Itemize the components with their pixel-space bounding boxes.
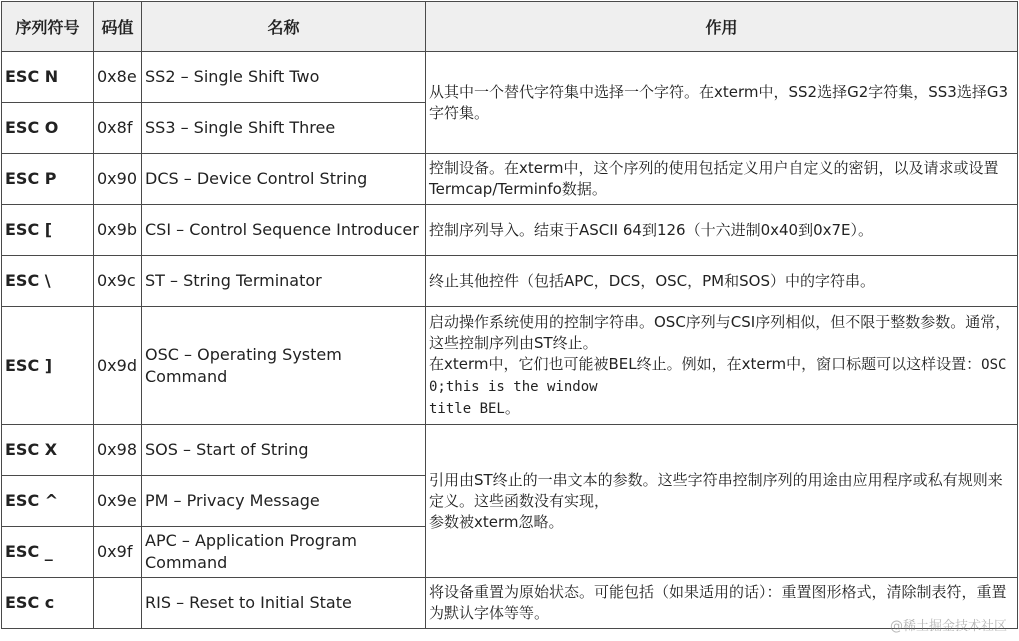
osc-end: 。 <box>504 398 520 417</box>
seq-cell: ESC O <box>2 103 94 154</box>
seq-cell: ESC N <box>2 52 94 103</box>
name-cell: SS3 – Single Shift Three <box>142 103 426 154</box>
header-code: 码值 <box>94 2 142 52</box>
header-use: 作用 <box>426 2 1018 52</box>
osc-text-2: 在xterm中，它们也可能被BEL终止。例如，在xterm中，窗口标题可以这样设置： <box>429 354 982 373</box>
sos-text-1: 引用由ST终止的一串文本的参数。这些字符串控制序列的用途由应用程序或私有规则来定义。这些函数没有实现， <box>429 470 1003 510</box>
header-row <box>2 2 1018 52</box>
use-cell-st: 终止其他控件（包括APC，DCS，OSC，PM和SOS）中的字符串。 <box>426 256 1018 307</box>
code-cell: 0x90 <box>94 154 142 205</box>
table-row <box>2 52 1018 103</box>
sos-text-2: 参数被xterm忽略。 <box>429 512 564 531</box>
code-cell: 0x8e <box>94 52 142 103</box>
table-row <box>2 578 1018 629</box>
table-row <box>2 154 1018 205</box>
code-cell: 0x9b <box>94 205 142 256</box>
table-row <box>2 307 1018 425</box>
name-cell: PM – Privacy Message <box>142 476 426 527</box>
name-cell: SS2 – Single Shift Two <box>142 52 426 103</box>
use-cell-ris: 将设备重置为原始状态。可能包括（如果适用的话）：重置图形格式，清除制表符，重置为默认字体等等。 <box>426 578 1018 629</box>
header-seq: 序列符号 <box>2 2 94 52</box>
table-row <box>2 205 1018 256</box>
seq-cell: ESC \ <box>2 256 94 307</box>
seq-cell: ESC ^ <box>2 476 94 527</box>
watermark: @稀土掘金技术社区 <box>889 619 1007 634</box>
seq-cell: ESC [ <box>2 205 94 256</box>
name-cell: RIS – Reset to Initial State <box>142 578 426 629</box>
code-cell: 0x98 <box>94 425 142 476</box>
use-cell-csi: 控制序列导入。结束于ASCII 64到126（十六进制0x40到0x7E）。 <box>426 205 1018 256</box>
table-row <box>2 425 1018 476</box>
name-cell: APC – Application Program Command <box>142 527 426 578</box>
osc-code-b: title BEL <box>429 400 505 417</box>
osc-code-a: OSC 0;this is the window <box>429 356 1007 395</box>
seq-cell: ESC P <box>2 154 94 205</box>
use-cell-sos <box>426 425 1018 578</box>
name-cell: DCS – Device Control String <box>142 154 426 205</box>
code-cell: 0x9d <box>94 307 142 425</box>
table-row <box>2 256 1018 307</box>
use-cell-osc <box>426 307 1018 425</box>
use-cell-dcs: 控制设备。在xterm中，这个序列的使用包括定义用户自定义的密钥，以及请求或设置Termcap/Terminfo数据。 <box>426 154 1018 205</box>
use-cell-ss: 从其中一个替代字符集中选择一个字符。在xterm中，SS2选择G2字符集，SS3选择G3字符集。 <box>426 52 1018 154</box>
name-cell: CSI – Control Sequence Introducer <box>142 205 426 256</box>
name-cell: ST – String Terminator <box>142 256 426 307</box>
escape-sequence-table <box>1 1 1018 629</box>
code-cell: 0x9e <box>94 476 142 527</box>
seq-cell: ESC c <box>2 578 94 629</box>
code-cell: 0x8f <box>94 103 142 154</box>
code-cell: 0x9c <box>94 256 142 307</box>
seq-cell: ESC X <box>2 425 94 476</box>
seq-cell: ESC _ <box>2 527 94 578</box>
name-cell: OSC – Operating System Command <box>142 307 426 425</box>
seq-cell: ESC ] <box>2 307 94 425</box>
code-cell <box>94 578 142 629</box>
header-name: 名称 <box>142 2 426 52</box>
name-cell: SOS – Start of String <box>142 425 426 476</box>
osc-text-1: 启动操作系统使用的控制字符串。OSC序列与CSI序列相似，但不限于整数参数。通常，这些控制序列由ST终止。 <box>429 312 1011 352</box>
code-cell: 0x9f <box>94 527 142 578</box>
